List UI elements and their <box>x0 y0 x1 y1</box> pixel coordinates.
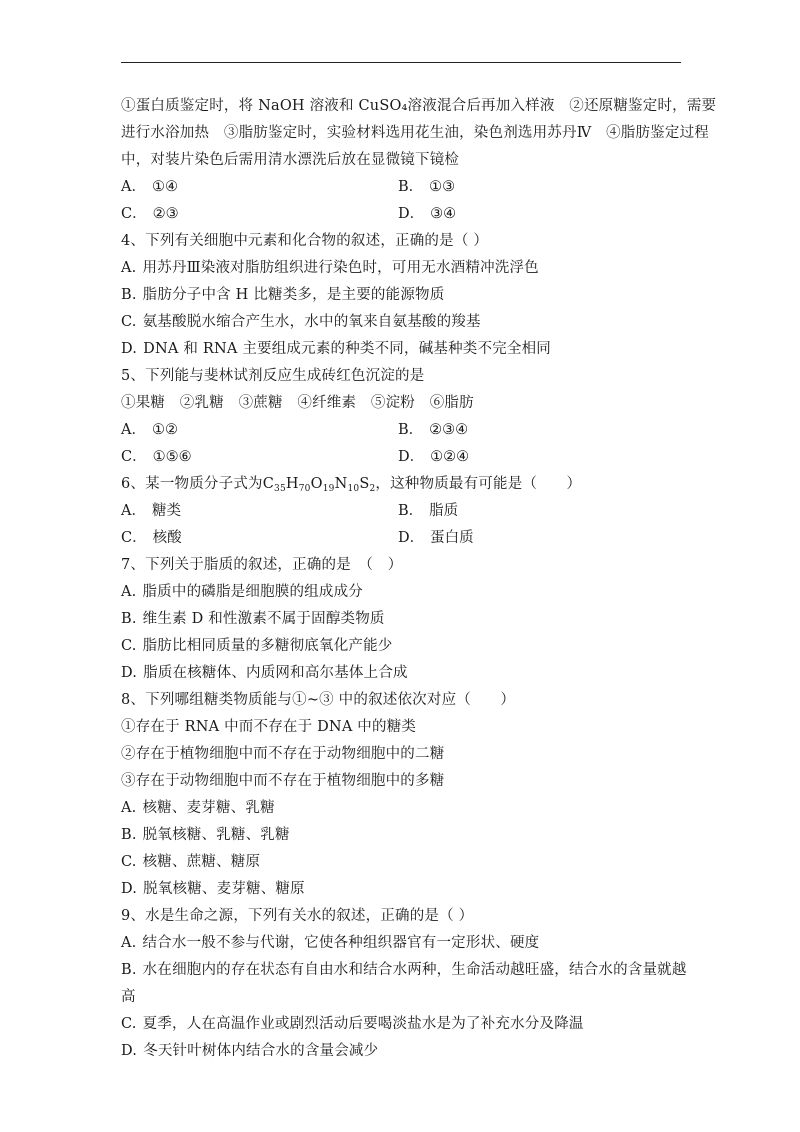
option-text: 用苏丹Ⅲ染液对脂肪组织进行染色时，可用无水酒精冲洗浮色 <box>142 260 539 276</box>
option-letter: D. <box>121 665 138 681</box>
q3-option-a[interactable] <box>121 174 398 201</box>
q6-stem-after: ，这种物质最有可能是（ ） <box>375 476 582 492</box>
option-letter: A． <box>121 422 146 438</box>
header-rule <box>121 62 681 63</box>
option-letter: B. <box>121 611 137 627</box>
q7-stem: 7、下列关于脂质的叙述，正确的是 （ ） <box>121 557 403 573</box>
q5-stem: 5、下列能与斐林试剂反应生成砖红色沉淀的是 <box>121 368 425 384</box>
q5-items: ①果糖 ②乳糖 ③蔗糖 ④纤维素 ⑤淀粉 ⑥脂肪 <box>121 395 474 411</box>
option-letter: D． <box>398 206 425 222</box>
q6-option-d[interactable] <box>398 525 681 552</box>
option-text: ①⑤⑥ <box>152 449 192 465</box>
q6-stem-before: 6、某一物质分子式为 <box>121 476 263 492</box>
q8-option-b[interactable] <box>121 822 681 849</box>
option-text: ③④ <box>430 206 457 222</box>
q9-option-b[interactable] <box>121 957 687 984</box>
option-letter: C． <box>121 206 147 222</box>
option-letter: A. <box>121 260 137 276</box>
q8-item-3: ③存在于动物细胞中而不存在于植物细胞中的多糖 <box>121 773 445 789</box>
subscript-c: 35 <box>274 484 286 494</box>
option-text: 核酸 <box>152 530 182 546</box>
q9-option-c[interactable] <box>121 1011 681 1038</box>
option-letter: B. <box>121 962 137 978</box>
option-letter: B． <box>398 503 424 519</box>
option-text: 脱氧核糖、乳糖、乳糖 <box>142 827 290 843</box>
option-letter: A. <box>121 800 137 816</box>
q5-option-a[interactable] <box>121 417 398 444</box>
option-letter: C. <box>121 314 137 330</box>
option-letter: B． <box>398 422 424 438</box>
option-text: ①③ <box>429 179 456 195</box>
subscript-n: 10 <box>347 484 360 494</box>
option-letter: D． <box>398 530 425 546</box>
q4-option-b[interactable] <box>121 282 681 309</box>
q6-option-b[interactable] <box>398 498 681 525</box>
option-letter: B． <box>398 179 424 195</box>
q5-options-row-2 <box>121 444 681 471</box>
q6-option-a[interactable] <box>121 498 398 525</box>
q8-option-d[interactable] <box>121 876 681 903</box>
q4-option-a[interactable] <box>121 255 681 282</box>
element-o: O <box>310 476 323 492</box>
element-h: H <box>285 476 299 492</box>
option-text: 脂肪比相同质量的多糖彻底氧化产能少 <box>142 638 393 654</box>
q4-option-d[interactable] <box>121 336 681 363</box>
q5-option-b[interactable] <box>398 417 681 444</box>
option-letter: A. <box>121 935 137 951</box>
option-letter: C． <box>121 449 147 465</box>
q6-options-row-1 <box>121 498 681 525</box>
option-letter: C. <box>121 1016 137 1032</box>
option-text: 核糖、蔗糖、糖原 <box>142 854 261 870</box>
q6-options-row-2 <box>121 525 681 552</box>
option-text: 夏季，人在高温作业或剧烈活动后要喝淡盐水是为了补充水分及降温 <box>142 1016 584 1032</box>
option-text: ①②④ <box>430 449 470 465</box>
q6-stem <box>121 471 681 498</box>
option-text: 脱氧核糖、麦芽糖、糖原 <box>143 881 305 897</box>
option-text: 脂质中的磷脂是细胞膜的组成成分 <box>142 584 363 600</box>
q6-formula <box>263 476 376 492</box>
q3-options-row-1 <box>121 174 681 201</box>
option-text: ①④ <box>151 179 178 195</box>
q5-option-c[interactable] <box>121 444 398 471</box>
q3-option-b[interactable] <box>398 174 681 201</box>
q3-option-c[interactable] <box>121 201 398 228</box>
option-letter: B. <box>121 287 137 303</box>
q8-option-c[interactable] <box>121 849 681 876</box>
q3-statement-line-3: 中，对装片染色后需用清水漂洗后放在显微镜下镜检 <box>121 152 460 168</box>
element-s: S <box>359 476 370 492</box>
option-text: 核糖、麦芽糖、乳糖 <box>142 800 275 816</box>
option-text: DNA 和 RNA 主要组成元素的种类不同，碱基种类不完全相同 <box>143 341 552 357</box>
q7-option-d[interactable] <box>121 660 681 687</box>
option-letter: D. <box>121 341 138 357</box>
option-letter: C． <box>121 530 147 546</box>
q9-option-b-continuation: 高 <box>121 989 136 1005</box>
option-text: ②③ <box>152 206 179 222</box>
option-letter: A. <box>121 584 137 600</box>
option-text: 维生素 D 和性激素不属于固醇类物质 <box>142 611 385 627</box>
option-letter: D. <box>121 1043 138 1059</box>
q7-option-c[interactable] <box>121 633 681 660</box>
q5-option-d[interactable] <box>398 444 681 471</box>
option-letter: A． <box>121 503 146 519</box>
q8-item-2: ②存在于植物细胞中而不存在于动物细胞中的二糖 <box>121 746 445 762</box>
option-text: ①② <box>151 422 178 438</box>
option-text: 糖类 <box>151 503 181 519</box>
question-content <box>121 93 717 1065</box>
option-letter: C. <box>121 638 137 654</box>
q3-statement-line-1: ①蛋白质鉴定时，将 NaOH 溶液和 CuSO₄溶液混合后再加入样液 ②还原糖鉴定时，需要 <box>121 98 717 114</box>
option-text: 水在细胞内的存在状态有自由水和结合水两种，生命活动越旺盛，结合水的含量就越 <box>142 962 687 978</box>
q3-statement-line-2: 进行水浴加热 ③脂肪鉴定时，实验材料选用花生油，染色剂选用苏丹Ⅳ ④脂肪鉴定过程 <box>121 125 709 141</box>
q8-item-1: ①存在于 RNA 中而不存在于 DNA 中的糖类 <box>121 719 417 735</box>
q7-option-a[interactable] <box>121 579 681 606</box>
option-letter: C. <box>121 854 137 870</box>
q4-stem: 4、下列有关细胞中元素和化合物的叙述，正确的是（ ） <box>121 233 489 249</box>
option-text: 脂质 <box>429 503 459 519</box>
q7-option-b[interactable] <box>121 606 681 633</box>
element-n: N <box>334 476 348 492</box>
option-text: ②③④ <box>429 422 469 438</box>
option-letter: D. <box>121 881 138 897</box>
q3-option-d[interactable] <box>398 201 681 228</box>
option-letter: A． <box>121 179 146 195</box>
q5-options-row-1 <box>121 417 681 444</box>
q9-option-a[interactable] <box>121 930 681 957</box>
option-text: 脂肪分子中含 H 比糖类多，是主要的能源物质 <box>142 287 445 303</box>
option-text: 蛋白质 <box>430 530 474 546</box>
option-letter: D． <box>398 449 425 465</box>
option-text: 冬天针叶树体内结合水的含量会减少 <box>143 1043 379 1059</box>
q4-option-c[interactable] <box>121 309 681 336</box>
subscript-s: 2 <box>369 484 376 494</box>
q8-stem: 8、下列哪组糖类物质能与①~③ 中的叙述依次对应（ ） <box>121 692 516 708</box>
element-c: C <box>262 476 275 492</box>
q9-stem: 9、水是生命之源，下列有关水的叙述，正确的是（ ） <box>121 908 474 924</box>
subscript-o: 19 <box>322 484 335 494</box>
subscript-h: 70 <box>298 484 311 494</box>
q3-options-row-2 <box>121 201 681 228</box>
q6-option-c[interactable] <box>121 525 398 552</box>
q9-option-d[interactable] <box>121 1038 681 1065</box>
option-text: 氨基酸脱水缩合产生水，水中的氧来自氨基酸的羧基 <box>142 314 481 330</box>
option-text: 结合水一般不参与代谢，它使各种组织器官有一定形状、硬度 <box>142 935 540 951</box>
option-text: 脂质在核糖体、内质网和高尔基体上合成 <box>143 665 408 681</box>
q8-option-a[interactable] <box>121 795 681 822</box>
option-letter: B. <box>121 827 137 843</box>
